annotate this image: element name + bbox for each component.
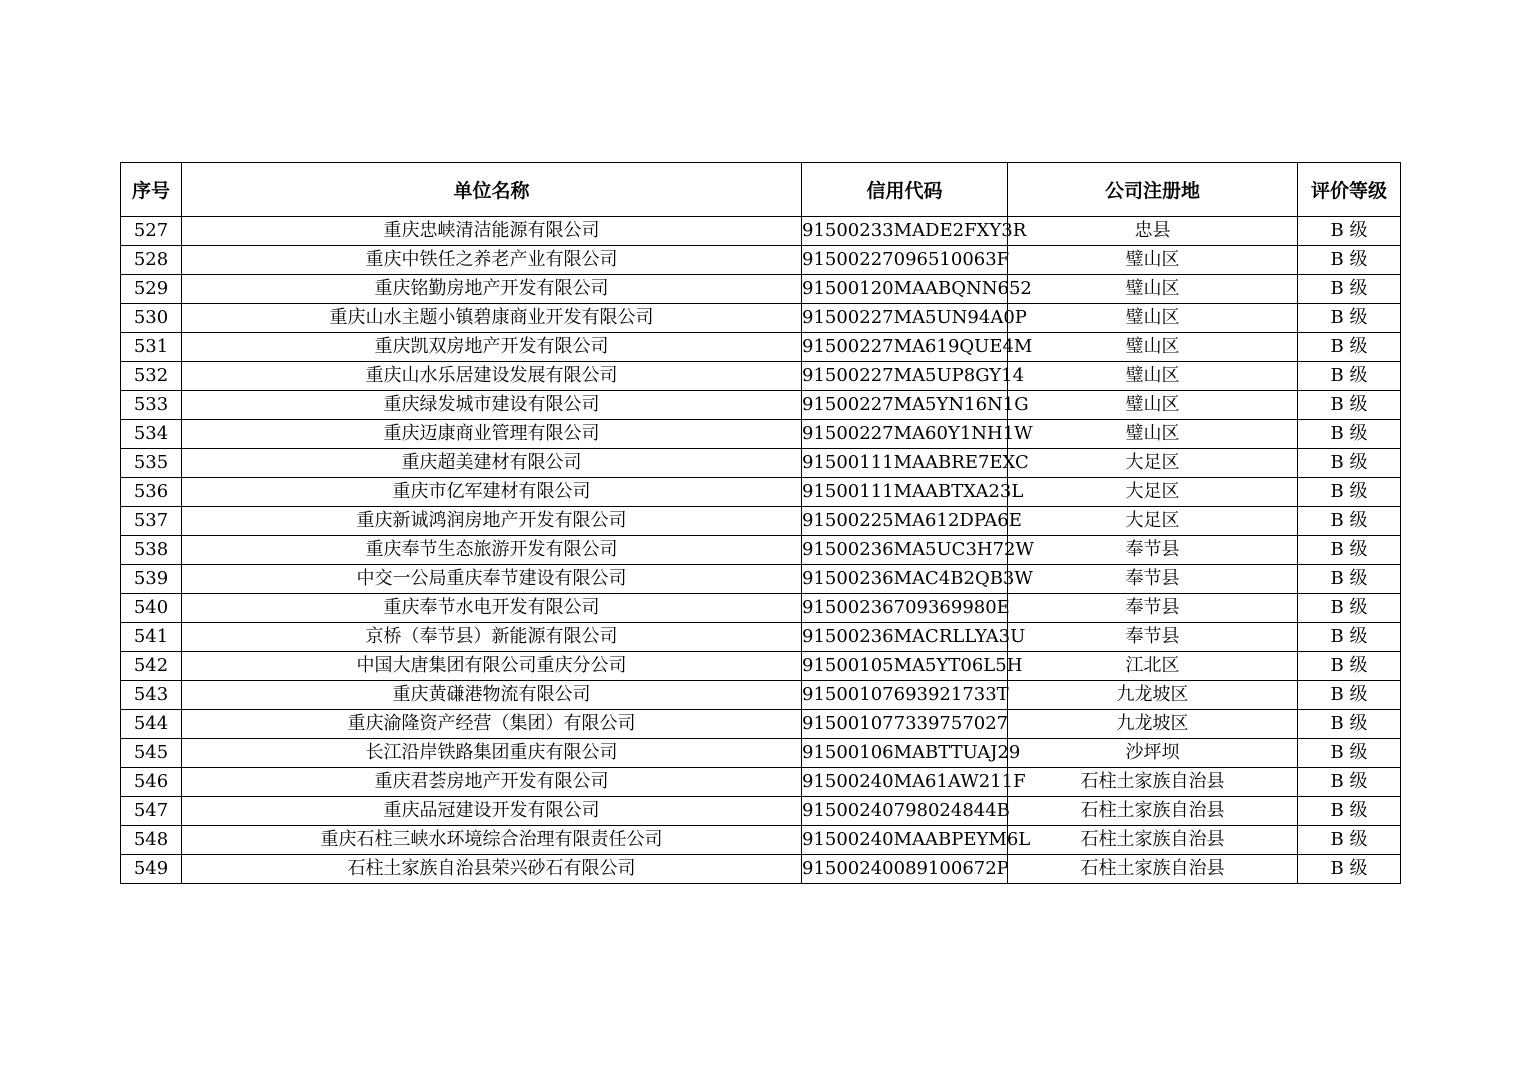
cell-credit-code: 91500236709369980E: [802, 594, 1008, 623]
cell-grade: B 级: [1298, 478, 1401, 507]
cell-credit-code: 91500227MA60Y1NH1W: [802, 420, 1008, 449]
cell-location: 奉节县: [1008, 623, 1298, 652]
cell-grade: B 级: [1298, 826, 1401, 855]
table-row: [121, 507, 1401, 536]
cell-credit-code: 91500236MACRLLYA3U: [802, 623, 1008, 652]
cell-location: 奉节县: [1008, 536, 1298, 565]
header-grade: 评价等级: [1298, 163, 1401, 217]
cell-location: 忠县: [1008, 217, 1298, 246]
cell-seq: 535: [121, 449, 182, 478]
cell-grade: B 级: [1298, 797, 1401, 826]
table-row: [121, 681, 1401, 710]
cell-location: 璧山区: [1008, 362, 1298, 391]
cell-company-name: 重庆超美建材有限公司: [182, 449, 802, 478]
cell-credit-code: 91500111MAABRE7EXC: [802, 449, 1008, 478]
cell-seq: 545: [121, 739, 182, 768]
table-row: [121, 478, 1401, 507]
cell-company-name: 重庆奉节生态旅游开发有限公司: [182, 536, 802, 565]
table-row: [121, 391, 1401, 420]
table-row: [121, 623, 1401, 652]
cell-location: 璧山区: [1008, 304, 1298, 333]
cell-company-name: 重庆忠峡清洁能源有限公司: [182, 217, 802, 246]
cell-seq: 547: [121, 797, 182, 826]
cell-grade: B 级: [1298, 507, 1401, 536]
cell-credit-code: 91500120MAABQNN652: [802, 275, 1008, 304]
table-row: [121, 565, 1401, 594]
header-seq: 序号: [121, 163, 182, 217]
cell-credit-code: 91500105MA5YT06L5H: [802, 652, 1008, 681]
rating-table: [120, 162, 1401, 884]
cell-company-name: 重庆山水主题小镇碧康商业开发有限公司: [182, 304, 802, 333]
cell-location: 奉节县: [1008, 565, 1298, 594]
cell-location: 石柱土家族自治县: [1008, 797, 1298, 826]
cell-seq: 532: [121, 362, 182, 391]
cell-seq: 541: [121, 623, 182, 652]
cell-company-name: 重庆奉节水电开发有限公司: [182, 594, 802, 623]
cell-seq: 537: [121, 507, 182, 536]
cell-credit-code: 91500240089100672P: [802, 855, 1008, 884]
table-body: [121, 217, 1401, 884]
cell-credit-code: 915001077339757027: [802, 710, 1008, 739]
cell-company-name: 重庆石柱三峡水环境综合治理有限责任公司: [182, 826, 802, 855]
cell-seq: 530: [121, 304, 182, 333]
cell-company-name: 重庆黄磏港物流有限公司: [182, 681, 802, 710]
cell-credit-code: 91500111MAABTXA23L: [802, 478, 1008, 507]
cell-grade: B 级: [1298, 217, 1401, 246]
cell-location: 石柱土家族自治县: [1008, 855, 1298, 884]
cell-location: 九龙坡区: [1008, 710, 1298, 739]
cell-company-name: 重庆山水乐居建设发展有限公司: [182, 362, 802, 391]
cell-credit-code: 91500236MA5UC3H72W: [802, 536, 1008, 565]
cell-company-name: 重庆迈康商业管理有限公司: [182, 420, 802, 449]
cell-grade: B 级: [1298, 420, 1401, 449]
cell-grade: B 级: [1298, 565, 1401, 594]
header-location: 公司注册地: [1008, 163, 1298, 217]
cell-seq: 543: [121, 681, 182, 710]
cell-grade: B 级: [1298, 768, 1401, 797]
cell-seq: 534: [121, 420, 182, 449]
cell-credit-code: 91500107693921733T: [802, 681, 1008, 710]
header-row: [121, 163, 1401, 217]
cell-location: 璧山区: [1008, 420, 1298, 449]
cell-location: 璧山区: [1008, 275, 1298, 304]
cell-seq: 533: [121, 391, 182, 420]
cell-company-name: 中交一公局重庆奉节建设有限公司: [182, 565, 802, 594]
cell-company-name: 重庆市亿军建材有限公司: [182, 478, 802, 507]
cell-credit-code: 91500106MABTTUAJ29: [802, 739, 1008, 768]
cell-grade: B 级: [1298, 710, 1401, 739]
table-row: [121, 652, 1401, 681]
cell-seq: 531: [121, 333, 182, 362]
cell-company-name: 中国大唐集团有限公司重庆分公司: [182, 652, 802, 681]
table-row: [121, 420, 1401, 449]
table-row: [121, 333, 1401, 362]
cell-credit-code: 91500227MA619QUE4M: [802, 333, 1008, 362]
cell-company-name: 重庆品冠建设开发有限公司: [182, 797, 802, 826]
cell-grade: B 级: [1298, 594, 1401, 623]
cell-credit-code: 91500227MA5UP8GY14: [802, 362, 1008, 391]
cell-seq: 538: [121, 536, 182, 565]
cell-grade: B 级: [1298, 246, 1401, 275]
cell-grade: B 级: [1298, 681, 1401, 710]
cell-seq: 527: [121, 217, 182, 246]
cell-location: 九龙坡区: [1008, 681, 1298, 710]
cell-seq: 539: [121, 565, 182, 594]
cell-credit-code: 91500227096510063F: [802, 246, 1008, 275]
cell-seq: 540: [121, 594, 182, 623]
cell-grade: B 级: [1298, 391, 1401, 420]
cell-company-name: 重庆君荟房地产开发有限公司: [182, 768, 802, 797]
cell-company-name: 重庆中铁任之养老产业有限公司: [182, 246, 802, 275]
table-row: [121, 710, 1401, 739]
table-row: [121, 797, 1401, 826]
cell-location: 大足区: [1008, 449, 1298, 478]
cell-company-name: 重庆铭勤房地产开发有限公司: [182, 275, 802, 304]
cell-seq: 529: [121, 275, 182, 304]
cell-grade: B 级: [1298, 652, 1401, 681]
cell-location: 璧山区: [1008, 246, 1298, 275]
table-row: [121, 449, 1401, 478]
cell-grade: B 级: [1298, 623, 1401, 652]
cell-company-name: 京桥（奉节县）新能源有限公司: [182, 623, 802, 652]
cell-credit-code: 91500240798024844B: [802, 797, 1008, 826]
cell-company-name: 石柱土家族自治县荣兴砂石有限公司: [182, 855, 802, 884]
cell-seq: 528: [121, 246, 182, 275]
cell-seq: 548: [121, 826, 182, 855]
cell-grade: B 级: [1298, 275, 1401, 304]
table-row: [121, 739, 1401, 768]
table-row: [121, 304, 1401, 333]
cell-grade: B 级: [1298, 333, 1401, 362]
cell-company-name: 重庆渝隆资产经营（集团）有限公司: [182, 710, 802, 739]
cell-location: 璧山区: [1008, 333, 1298, 362]
cell-location: 璧山区: [1008, 391, 1298, 420]
cell-company-name: 长江沿岸铁路集团重庆有限公司: [182, 739, 802, 768]
cell-grade: B 级: [1298, 362, 1401, 391]
cell-seq: 546: [121, 768, 182, 797]
cell-location: 奉节县: [1008, 594, 1298, 623]
cell-company-name: 重庆绿发城市建设有限公司: [182, 391, 802, 420]
cell-location: 沙坪坝: [1008, 739, 1298, 768]
cell-credit-code: 91500227MA5YN16N1G: [802, 391, 1008, 420]
table-row: [121, 275, 1401, 304]
cell-grade: B 级: [1298, 449, 1401, 478]
cell-grade: B 级: [1298, 739, 1401, 768]
table-row: [121, 855, 1401, 884]
cell-grade: B 级: [1298, 304, 1401, 333]
cell-location: 江北区: [1008, 652, 1298, 681]
table-row: [121, 246, 1401, 275]
cell-credit-code: 91500227MA5UN94A0P: [802, 304, 1008, 333]
table-row: [121, 768, 1401, 797]
table-row: [121, 217, 1401, 246]
cell-company-name: 重庆新诚鸿润房地产开发有限公司: [182, 507, 802, 536]
table-row: [121, 594, 1401, 623]
cell-location: 大足区: [1008, 507, 1298, 536]
cell-credit-code: 91500236MAC4B2QB3W: [802, 565, 1008, 594]
cell-seq: 542: [121, 652, 182, 681]
cell-credit-code: 91500225MA612DPA6E: [802, 507, 1008, 536]
header-name: 单位名称: [182, 163, 802, 217]
table-row: [121, 826, 1401, 855]
cell-seq: 536: [121, 478, 182, 507]
cell-location: 石柱土家族自治县: [1008, 826, 1298, 855]
cell-credit-code: 91500233MADE2FXY3R: [802, 217, 1008, 246]
cell-location: 大足区: [1008, 478, 1298, 507]
cell-credit-code: 91500240MA61AW211F: [802, 768, 1008, 797]
header-code: 信用代码: [802, 163, 1008, 217]
cell-grade: B 级: [1298, 855, 1401, 884]
cell-seq: 549: [121, 855, 182, 884]
cell-grade: B 级: [1298, 536, 1401, 565]
cell-credit-code: 91500240MAABPEYM6L: [802, 826, 1008, 855]
cell-company-name: 重庆凯双房地产开发有限公司: [182, 333, 802, 362]
table-row: [121, 362, 1401, 391]
cell-seq: 544: [121, 710, 182, 739]
table-row: [121, 536, 1401, 565]
cell-location: 石柱土家族自治县: [1008, 768, 1298, 797]
